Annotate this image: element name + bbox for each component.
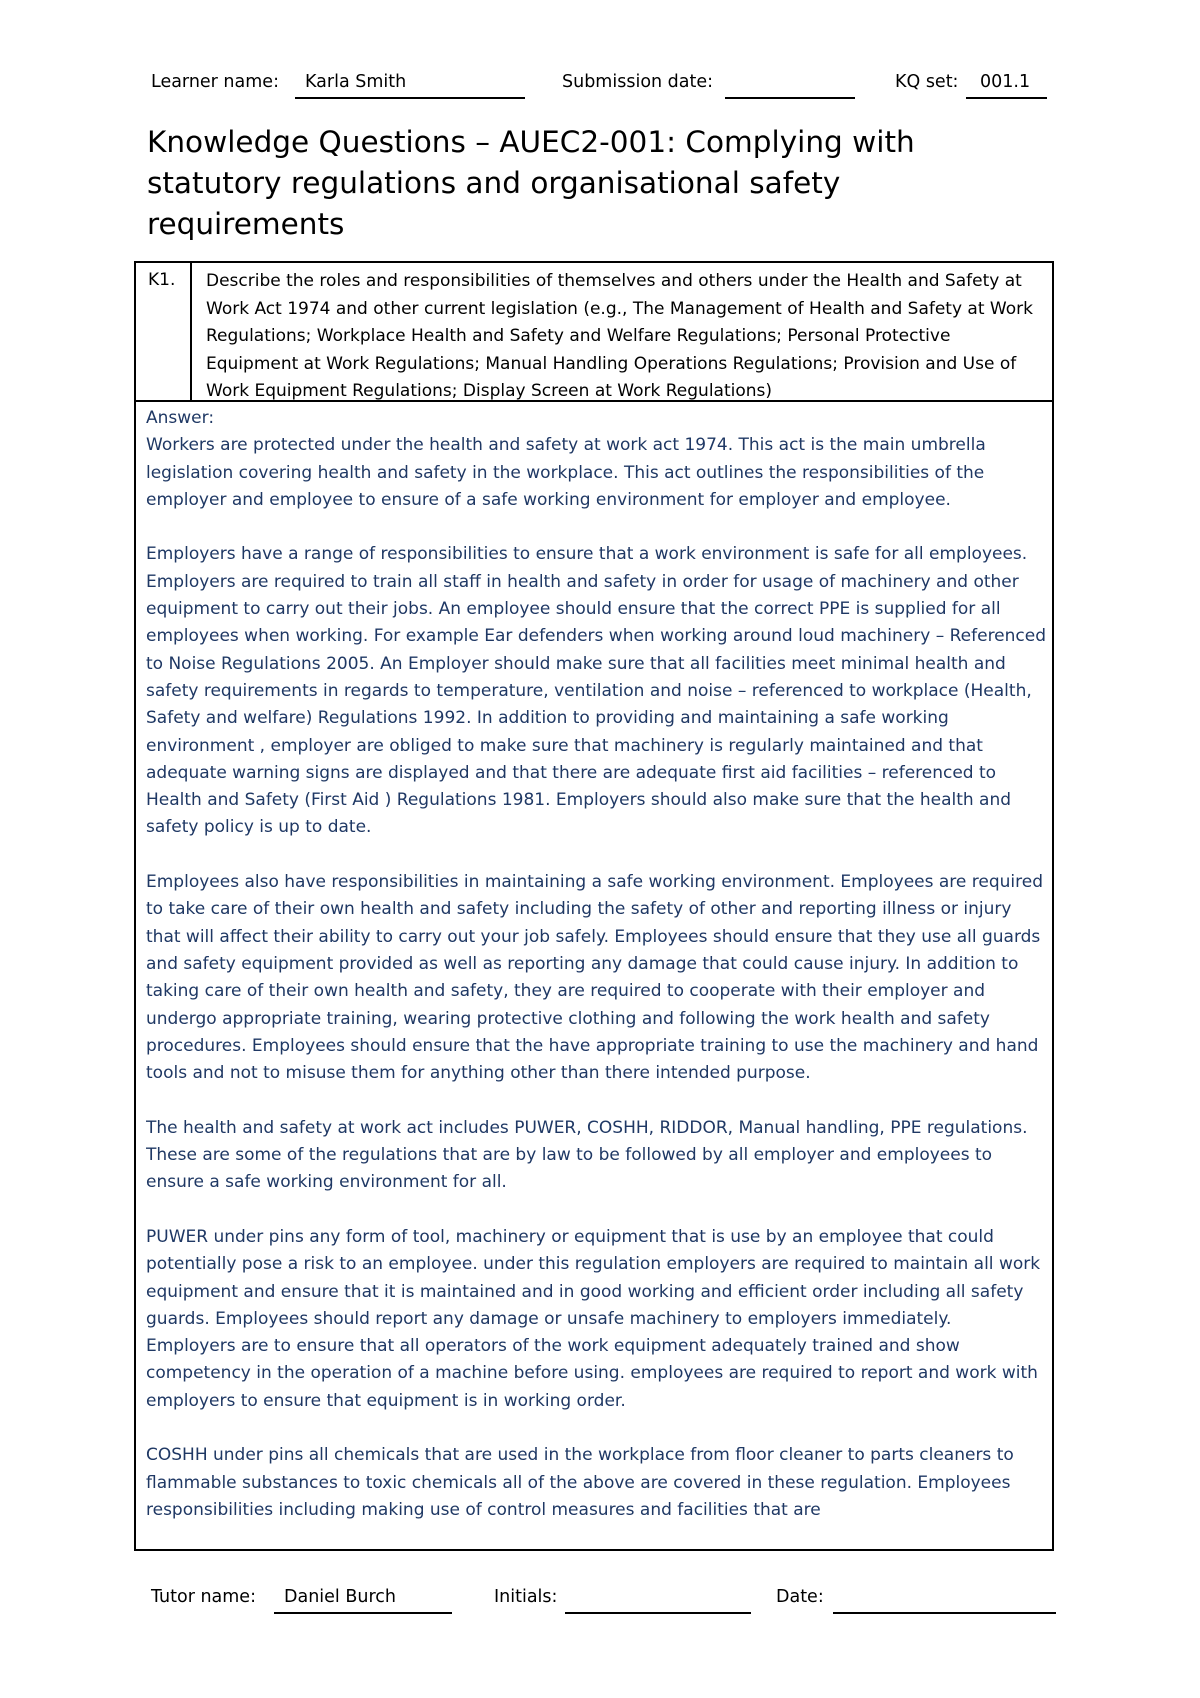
knowledge-question-table [134, 261, 1054, 1551]
answer-paragraph: Employers have a range of responsibilities to ensure that a work environment is safe for all employees. Employers are required to train all staff in health and safety in order for usage of machinery and other equipment to carry out their jobs. An employee should ensure that the correct PPE is supplied for all employees when working. For example Ear defenders when working around loud machinery – Referenced to Noise Regulations 2005. An Employer should make sure that all facilities meet minimal health and safety requirements in regards to temperature, ventilation and noise – referenced to workplace (Health, Safety and welfare) Regulations 1992. In addition to providing and maintaining a safe working environment , employer are obliged to make sure that machinery is regularly maintained and that adequate warning signs are displayed and that there are adequate first aid facilities – referenced to Health and Safety (First Aid ) Regulations 1981. Employers should also make sure that the health and safety policy is up to date. [146, 544, 1046, 838]
question-text: Describe the roles and responsibilities of themselves and others under the Health and Safety at Work Act 1974 and other current legislation (e.g., The Management of Health and Safety at Work Regulations; Workplace Health and Safety and Welfare Regulations; Personal Protective Equipment at Work Regulations; Manual Handling Operations Regulations; Provision and Use of Work Equipment Regulations; Display Screen at Work Regulations) [206, 271, 1033, 401]
date-field[interactable] [833, 1587, 1056, 1614]
learner-name-label: Learner name: [151, 72, 279, 92]
tutor-footer [151, 1587, 1056, 1617]
learner-name-field[interactable]: Karla Smith [295, 72, 525, 99]
answer-label: Answer: [146, 408, 215, 428]
kq-set-label: KQ set: [895, 72, 959, 92]
answer-paragraph: Employees also have responsibilities in maintaining a safe working environment. Employees are required to take care of their own health and safety including the safety of other and reporting illness or injury that will affect their ability to carry out your job safely. Employees should ensure that they use all guards and safety equipment provided as well as reporting any damage that could cause injury. In addition to taking care of their own health and safety, they are required to cooperate with their employer and undergo appropriate training, wearing protective clothing and following the work health and safety procedures. Employees should ensure that the have appropriate training to use the machinery and hand tools and not to misuse them for anything other than there intended purpose. [146, 872, 1043, 1084]
initials-field[interactable] [565, 1587, 751, 1614]
initials-label: Initials: [494, 1587, 558, 1607]
submission-date-label: Submission date: [562, 72, 714, 92]
date-label: Date: [776, 1587, 824, 1607]
question-number: K1. [136, 263, 192, 400]
answer-paragraph: The health and safety at work act includes PUWER, COSHH, RIDDOR, Manual handling, PPE regulations. These are some of the regulations that are by law to be followed by all employer and employees to ensure a safe working environment for all. [146, 1117, 1028, 1193]
page-title: Knowledge Questions – AUEC2-001: Complying with statutory regulations and organisational safety requirements [147, 125, 915, 241]
answer-paragraph: COSHH under pins all chemicals that are used in the workplace from floor cleaner to parts cleaners to flammable substances to toxic chemicals all of the above are covered in these regulation. Employees responsibilities including making use of control measures and facilities that are [146, 1445, 1014, 1520]
answer-paragraph: PUWER under pins any form of tool, machinery or equipment that is use by an employee that could potentially pose a risk to an employee. under this regulation employers are required to maintain all work equipment and ensure that it is maintained and in good working and efficient order including all safety guards. Employees should report any damage or unsafe machinery to employers immediately. Employers are to ensure that all operators of the work equipment adequately trained and show competency in the operation of a machine before using. employees are required to report and work with employers to ensure that equipment is in working order. [146, 1226, 1041, 1411]
tutor-name-label: Tutor name: [151, 1587, 256, 1607]
tutor-name-field[interactable]: Daniel Burch [274, 1587, 452, 1614]
submission-date-field[interactable] [725, 72, 855, 99]
answer-area[interactable] [146, 405, 1046, 1545]
question-row [136, 263, 1052, 402]
answer-paragraph: Workers are protected under the health and safety at work act 1974. This act is the main umbrella legislation covering health and safety in the workplace. This act outlines the responsibilities of the employer and employee to ensure of a safe working environment for employer and employee. [146, 435, 986, 510]
kq-set-field[interactable]: 001.1 [966, 72, 1047, 99]
learner-header [151, 72, 1047, 102]
